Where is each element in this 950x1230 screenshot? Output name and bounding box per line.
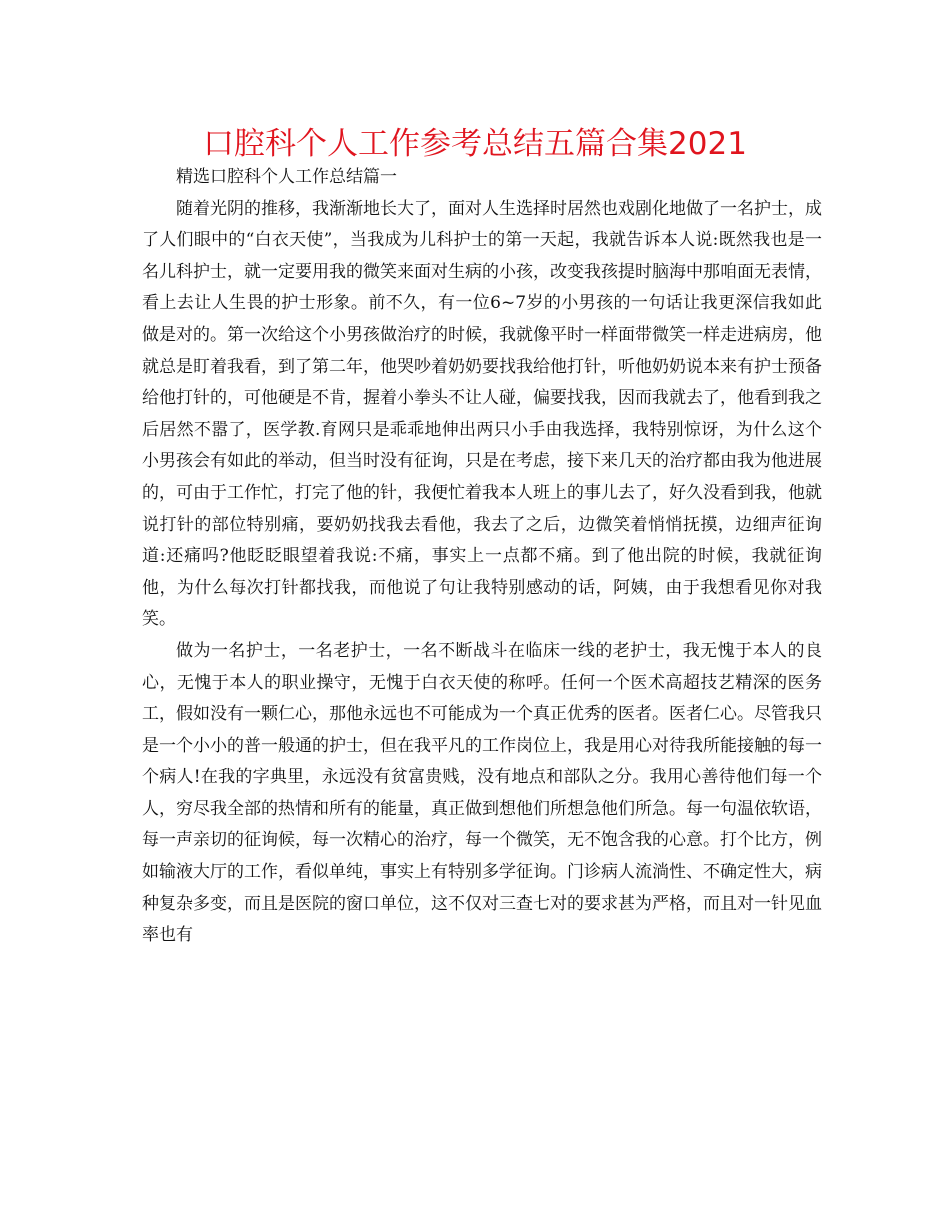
section-subheading: 精选口腔科个人工作总结篇一 <box>176 167 397 187</box>
paragraph: 随着光阴的推移，我渐渐地长大了，面对人生选择时居然也戏剧化地做了一名护士，成了人们眼中的“白衣天使”，当我成为儿科护士的第一天起，我就告诉本人说:既然我也是一名儿科护士，就一定要用我的微笑来面对生病的小孩，改变我孩提时脑海中那咱面无表情，看上去让人生畏的护士形象。前不久，有一位6~7岁的小男孩的一句话让我更深信我如此做是对的。第一次给这个小男孩做治疗的时候，我就像平时一样面带微笑一样走进病房，他就总是盯着我看，到了第二年，他哭吵着奶奶要找我给他打针，听他奶奶说本来有护士预备给他打针的，可他硬是不肯，握着小拳头不让人碰，偏要找我，因而我就去了，他看到我之后居然不嚣了，医学教.育网只是乖乖地伸出两只小手由我选择，我特别惊讶，为什么这个小男孩会有如此的举动，但当时没有征询，只是在考虑，接下来几天的治疗都由我为他进展的，可由于工作忙，打完了他的针，我便忙着我本人班上的事儿去了，好久没看到我，他就说打针的部位特别痛，要奶奶找我去看他，我去了之后，边微笑着悄悄抚摸，边细声征询道:还痛吗?他眨眨眼望着我说:不痛，事实上一点都不痛。到了他出院的时候，我就征询他，为什么每次打针都找我，而他说了句让我特别感动的话，阿姨，由于我想看见你对我笑。 <box>142 198 822 630</box>
document-title: 口腔科个人工作参考总结五篇合集2021 <box>203 126 747 162</box>
paragraph: 做为一名护士，一名老护士，一名不断战斗在临床一线的老护士，我无愧于本人的良心，无愧于本人的职业操守，无愧于白衣天使的称呼。任何一个医术高超技艺精深的医务工，假如没有一颗仁心，那他永远也不可能成为一个真正优秀的医者。医者仁心。尽管我只是一个小小的普一般通的护士，但在我平凡的工作岗位上，我是用心对待我所能接触的每一个病人!在我的字典里，永远没有贫富贵贱，没有地点和部队之分。我用心善待他们每一个人，穷尽我全部的热情和所有的能量，真正做到想他们所想急他们所急。每一句温依软语，每一声亲切的征询候，每一次精心的治疗，每一个微笑，无不饱含我的心意。打个比方，例如输液大厅的工作，看似单纯，事实上有特别多学征询。门诊病人流淌性、不确定性大，病种复杂多变，而且是医院的窗口单位，这不仅对三查七对的要求甚为严格，而且对一针见血率也有 <box>142 640 822 946</box>
document-body <box>142 162 822 952</box>
